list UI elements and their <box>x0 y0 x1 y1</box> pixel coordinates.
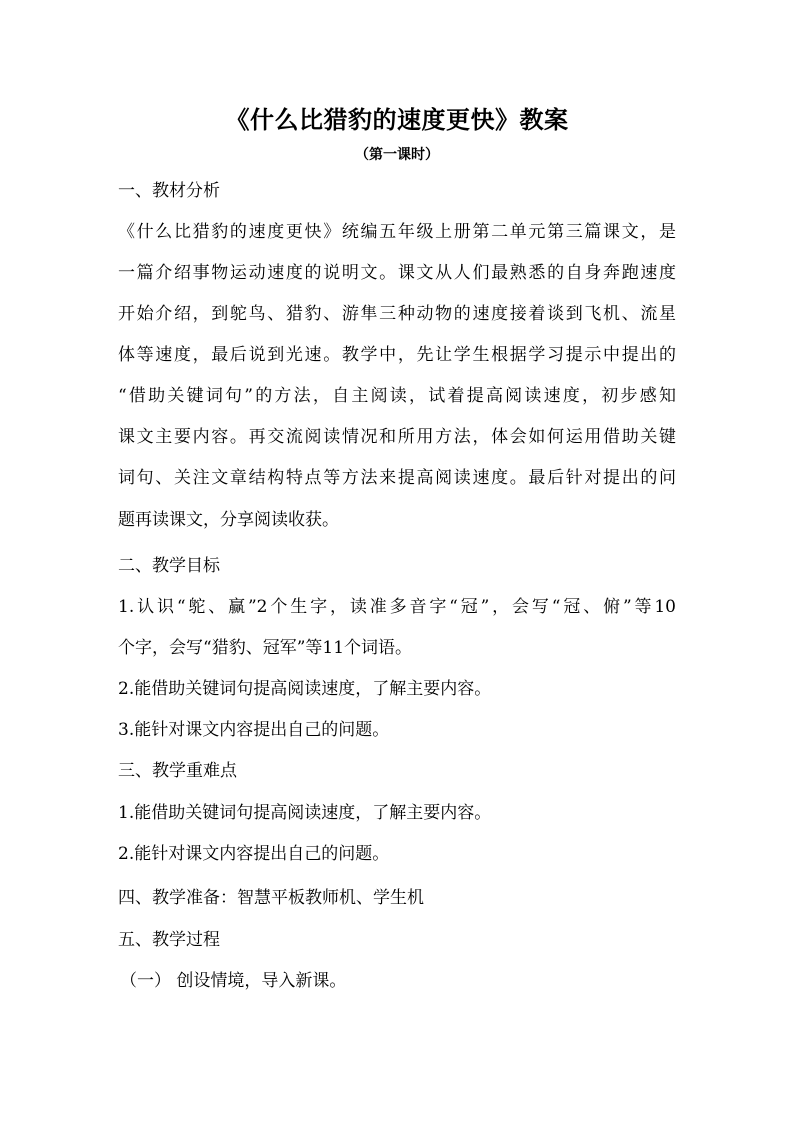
document-title: 《什么比猎豹的速度更快》教案 <box>225 105 569 134</box>
objective-line: 1.认识“鸵、赢”2个生字，读准多音字“冠”，会写“冠、俯”等10 <box>118 597 676 617</box>
paragraph-line: “借助关键词句”的方法，自主阅读，试着提高阅读速度，初步感知 <box>118 386 676 406</box>
paragraph-line: 体等速度，最后说到光速。教学中，先让学生根据学习提示中提出的 <box>118 345 676 365</box>
objective-line: 个字，会写“猎豹、冠军”等11个词语。 <box>118 638 413 658</box>
paragraph-line: 《什么比猎豹的速度更快》统编五年级上册第二单元第三篇课文，是 <box>118 222 676 242</box>
difficulty-line: 1.能借助关键词句提高阅读速度，了解主要内容。 <box>118 803 492 823</box>
objective-line: 3.能针对课文内容提出自己的问题。 <box>118 720 390 740</box>
section-heading-teaching-process: 五、教学过程 <box>118 930 220 950</box>
objective-line: 2.能借助关键词句提高阅读速度，了解主要内容。 <box>118 679 492 699</box>
section-heading-key-difficulties: 三、教学重难点 <box>118 761 237 781</box>
paragraph-line: 课文主要内容。再交流阅读情况和所用方法，体会如何运用借助关键 <box>118 427 676 447</box>
subsection-heading-introduction: （一） 创设情境，导入新课。 <box>120 971 347 991</box>
section-heading-textbook-analysis: 一、教材分析 <box>118 181 220 201</box>
section-heading-teaching-objectives: 二、教学目标 <box>118 556 220 576</box>
paragraph-line: 开始介绍，到鸵鸟、猎豹、游隼三种动物的速度接着谈到飞机、流星 <box>118 304 676 324</box>
section-heading-teaching-preparation: 四、教学准备：智慧平板教师机、学生机 <box>118 888 424 908</box>
difficulty-line: 2.能针对课文内容提出自己的问题。 <box>118 844 390 864</box>
paragraph-line: 题再读课文，分享阅读收获。 <box>118 510 339 530</box>
document-subtitle: （第一课时） <box>355 147 439 163</box>
paragraph-line: 词句、关注文章结构特点等方法来提高阅读速度。最后针对提出的问 <box>118 468 676 488</box>
paragraph-line: 一篇介绍事物运动速度的说明文。课文从人们最熟悉的自身奔跑速度 <box>118 263 676 283</box>
